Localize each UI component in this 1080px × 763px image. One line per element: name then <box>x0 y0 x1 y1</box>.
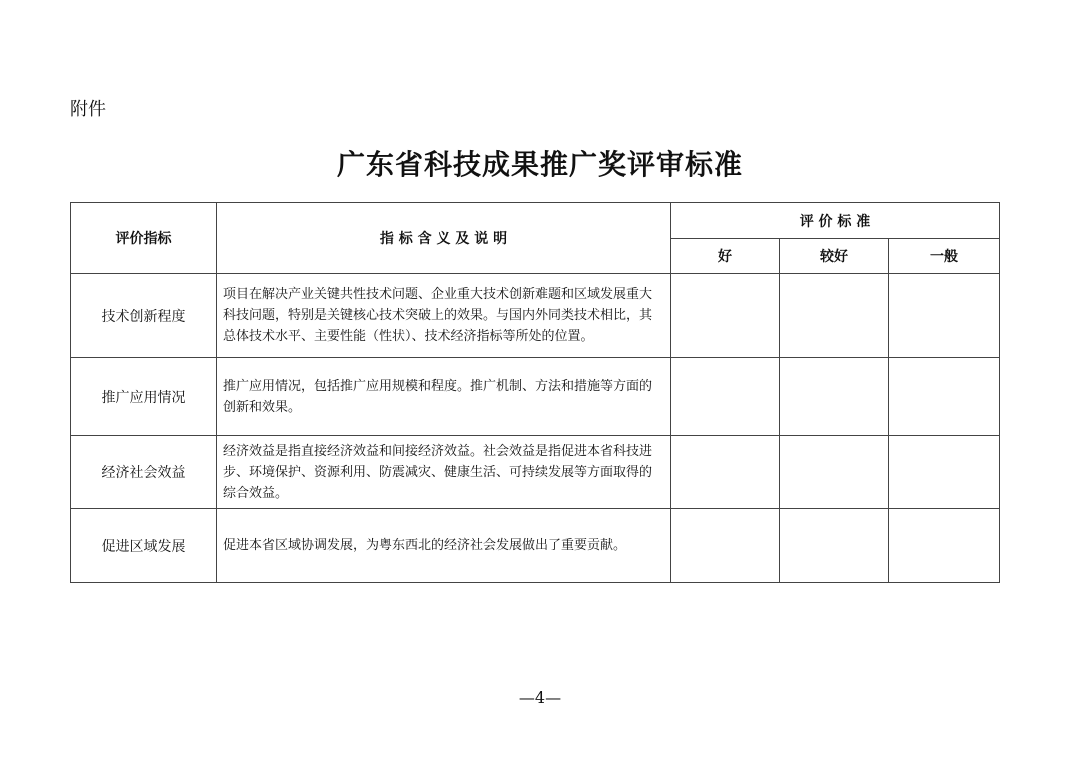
row-indicator: 技术创新程度 <box>71 274 217 358</box>
header-grade-fairly-good: 较好 <box>780 239 889 274</box>
row-indicator: 推广应用情况 <box>71 358 217 436</box>
header-indicator: 评价指标 <box>71 203 217 274</box>
grade-cell-average <box>889 509 1000 583</box>
row-indicator: 经济社会效益 <box>71 436 217 509</box>
row-description: 推广应用情况，包括推广应用规模和程度。推广机制、方法和措施等方面的创新和效果。 <box>217 358 671 436</box>
header-description: 指 标 含 义 及 说 明 <box>217 203 671 274</box>
document-title: 广东省科技成果推广奖评审标准 <box>336 148 743 181</box>
evaluation-criteria-table <box>70 202 1000 583</box>
grade-cell-fairly-good <box>780 436 889 509</box>
table-row <box>71 358 1000 436</box>
header-criteria: 评 价 标 准 <box>671 203 1000 239</box>
row-description: 促进本省区域协调发展，为粤东西北的经济社会发展做出了重要贡献。 <box>217 509 671 583</box>
row-indicator: 促进区域发展 <box>71 509 217 583</box>
attachment-label: 附件 <box>70 99 106 120</box>
grade-cell-fairly-good <box>780 358 889 436</box>
grade-cell-average <box>889 358 1000 436</box>
grade-cell-fairly-good <box>780 509 889 583</box>
table-row <box>71 509 1000 583</box>
row-description: 经济效益是指直接经济效益和间接经济效益。社会效益是指促进本省科技进步、环境保护、资源利用、防震减灾、健康生活、可持续发展等方面取得的综合效益。 <box>217 436 671 509</box>
grade-cell-good <box>671 436 780 509</box>
grade-cell-average <box>889 436 1000 509</box>
grade-cell-good <box>671 358 780 436</box>
row-description: 项目在解决产业关键共性技术问题、企业重大技术创新难题和区域发展重大科技问题，特别是关键核心技术突破上的效果。与国内外同类技术相比，其总体技术水平、主要性能（性状）、技术经济指标等所处的位置。 <box>217 274 671 358</box>
grade-cell-fairly-good <box>780 274 889 358</box>
grade-cell-average <box>889 274 1000 358</box>
table-row <box>71 436 1000 509</box>
grade-cell-good <box>671 509 780 583</box>
grade-cell-good <box>671 274 780 358</box>
page-number: —4— <box>518 688 562 707</box>
header-grade-average: 一般 <box>889 239 1000 274</box>
header-grade-good: 好 <box>671 239 780 274</box>
table-row <box>71 274 1000 358</box>
